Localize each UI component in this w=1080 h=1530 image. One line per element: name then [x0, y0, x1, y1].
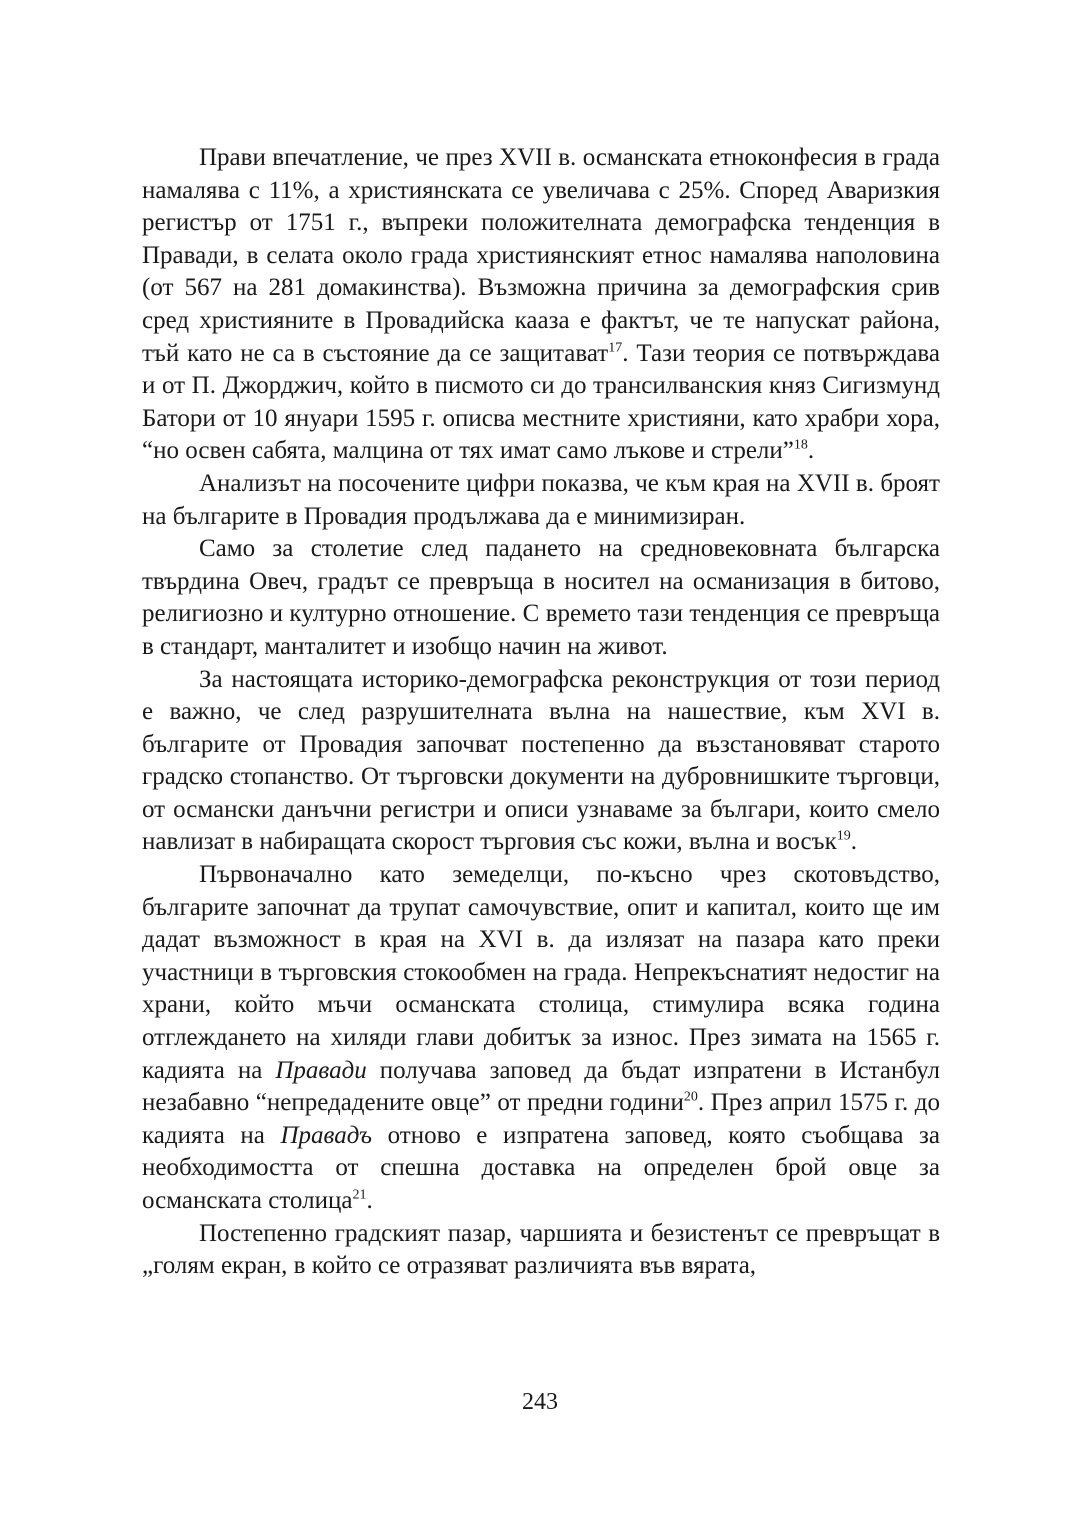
paragraph-5-text-c: . През април 1575 г. до кадията на	[142, 1089, 940, 1149]
paragraph-2	[142, 468, 940, 533]
paragraph-6	[142, 1218, 940, 1283]
paragraph-5-text-b: получава заповед да бъдат изпратени в Истанбул незабавно “непредадените овце” от предни години	[142, 1056, 941, 1117]
footnote-ref-17[interactable]: 17	[608, 340, 623, 356]
paragraph-1	[142, 142, 940, 468]
paragraph-1-text-b: . Тази теория се потвърждава и от П. Джорджич, който в писмото си до трансилванския княз Сигизмунд Батори от 10 януари 1595 г. описва местните християни, като храбри хора, “но освен сабята, малцина от тях имат само лъкове и стрели”	[142, 339, 940, 465]
place-name-pravad: Правадъ	[280, 1121, 372, 1149]
paragraph-5-text-e: .	[366, 1187, 373, 1214]
paragraph-5-text-d: отново е изпратена заповед, която съобщава за необходимостта от спешна доставка на определен брой овце за османската столица	[142, 1121, 941, 1214]
paragraph-5-text-a: Първоначално като земеделци, по-късно чрез скотовъдство, българите започнат да трупат самочувствие, опит и капитал, които ще им дадат възможност в края на XVI в. да излязат на пазара като преки участници в търговския стокообмен на града. Непрекъснатият недостиг на храни, който мъчи османската столица, стимулира всяка година отглеждането на хиляди глави добитък за износ. През зимата на 1565 г. кадията на	[142, 861, 940, 1084]
paragraph-4	[142, 664, 940, 860]
paragraph-4-text-a: За настоящата историко-демографска реконструкция от този период е важно, че след разрушителната вълна на нашествие, към XVI в. българите от Провадия започват постепенно да възстановяват старото градско стопанство. От търговски документи на дубровнишките търговци, от османски данъчни регистри и описи узнаваме за българи, които смело навлизат в набиращата скорост търговия със кожи, вълна и восък	[142, 665, 940, 856]
paragraph-1-text-c: .	[807, 437, 815, 465]
paragraph-3	[142, 533, 940, 663]
paragraph-4-text-b: .	[850, 828, 857, 856]
paragraph-1-text-a: Прави впечатление, че през XVII в. османската етноконфесия в града намалява с 11%, а християнската се увеличава с 25%. Според Аваризкия регистър от 1751 г., въпреки положителната демографска тенденция в Правади, в селата около града християнският етнос намалява наполовина (от 567 на 281 домакинства). Възможна причина за демографския срив сред християните в Провадийска кааза е фактът, че те напускат района, тъй като не са в състояние да се защитават	[142, 144, 940, 367]
footnote-ref-18[interactable]: 18	[793, 438, 808, 454]
footnote-ref-19[interactable]: 19	[836, 829, 851, 845]
paragraph-2-text: Анализът на посочените цифри показва, че към края на XVII в. броят на българите в Провадия продължава да е минимизиран.	[142, 469, 940, 530]
footnote-ref-21[interactable]: 21	[352, 1187, 367, 1203]
footnote-ref-20[interactable]: 20	[683, 1089, 698, 1105]
paragraph-5	[142, 859, 940, 1218]
paragraph-6-text: Постепенно градският пазар, чаршията и безистенът се превръщат в „голям екран, в който се отразяват различията във вярата,	[142, 1219, 940, 1280]
page-number: 243	[522, 1389, 558, 1415]
body-text	[142, 142, 940, 1283]
place-name-pravadi: Правади	[275, 1056, 367, 1084]
paragraph-3-text: Само за столетие след падането на средновековната българска твърдина Овеч, градът се превръща в носител на османизация в битово, религиозно и културно отношение. С времето тази тенденция се превръща в стандарт, манталитет и изобщо начин на живот.	[142, 535, 940, 660]
